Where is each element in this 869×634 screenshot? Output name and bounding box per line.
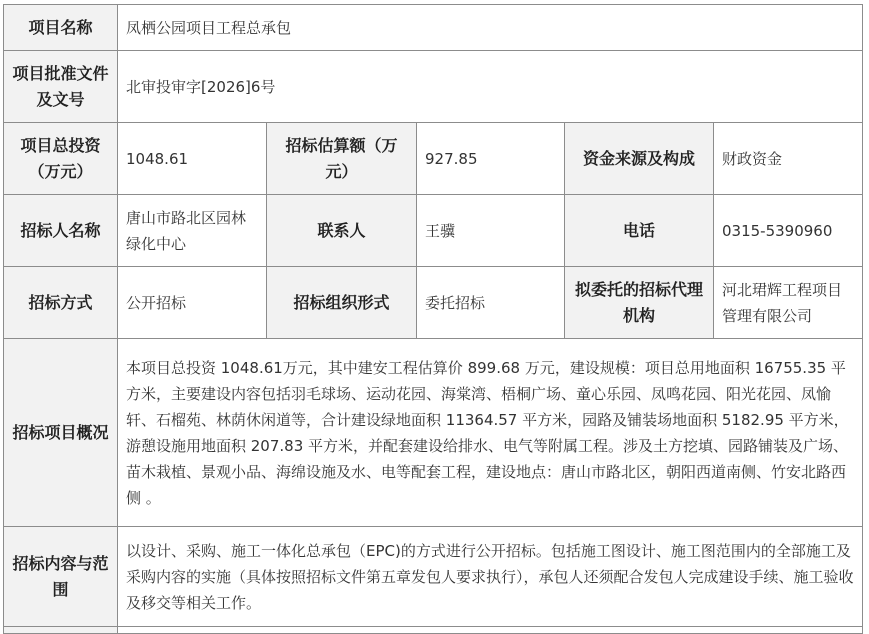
row-investment [4,123,863,195]
tender-method-value: 公开招标 [118,267,267,339]
tender-method-label: 招标方式 [4,267,118,339]
row-next-partial [4,627,863,634]
row-method [4,267,863,339]
row-approval [4,51,863,123]
estimate-label: 招标估算额（万元） [267,123,417,195]
scope-value: 以设计、采购、施工一体化总承包（EPC)的方式进行公开招标。包括施工图设计、施工图范围内的全部施工及采购内容的实施（具体按照招标文件第五章发包人要求执行），承包人还须配合发包人完成建设手续、施工验收及移交等相关工作。 [118,527,863,627]
total-investment-value: 1048.61 [118,123,267,195]
phone-value: 0315-5390960 [714,195,863,267]
tender-info-table [3,4,863,634]
estimate-value: 927.85 [417,123,565,195]
row-overview [4,339,863,527]
contact-label: 联系人 [267,195,417,267]
agent-value: 河北珺辉工程项目管理有限公司 [714,267,863,339]
row-tenderer [4,195,863,267]
row-scope [4,527,863,627]
funding-label: 资金来源及构成 [565,123,714,195]
scope-label: 招标内容与范围 [4,527,118,627]
organization-form-label: 招标组织形式 [267,267,417,339]
approval-value: 北审投审字[2026]6号 [118,51,863,123]
project-name-value: 凤栖公园项目工程总承包 [118,5,863,51]
agent-label: 拟委托的招标代理机构 [565,267,714,339]
organization-form-value: 委托招标 [417,267,565,339]
tenderer-name-value: 唐山市路北区园林绿化中心 [118,195,267,267]
approval-label: 项目批准文件及文号 [4,51,118,123]
next-row-label-cell [4,627,118,634]
overview-label: 招标项目概况 [4,339,118,527]
total-investment-label: 项目总投资（万元） [4,123,118,195]
contact-value: 王骥 [417,195,565,267]
funding-value: 财政资金 [714,123,863,195]
phone-label: 电话 [565,195,714,267]
overview-value: 本项目总投资 1048.61万元，其中建安工程估算价 899.68 万元，建设规模：项目总用地面积 16755.35 平方米，主要建设内容包括羽毛球场、运动花园、海棠湾、梧桐广场、童心乐园、凤鸣花园、阳光花园、凤愉轩、石榴苑、林荫休闲道等，合计建设绿地面积 11364.57 平方米，园路及铺装场地面积 5182.95 平方米，游憩设施用地面积 207.83 平方米，并配套建设给排水、电气等附属工程。涉及土方挖填、园路铺装及广场、苗木栽植、景观小品、海绵设施及水、电等配套工程，建设地点：唐山市路北区，朝阳西道南侧、竹安北路西侧 。 [118,339,863,527]
tenderer-name-label: 招标人名称 [4,195,118,267]
next-row-value-cell [118,627,863,634]
project-name-label: 项目名称 [4,5,118,51]
row-project-name [4,5,863,51]
